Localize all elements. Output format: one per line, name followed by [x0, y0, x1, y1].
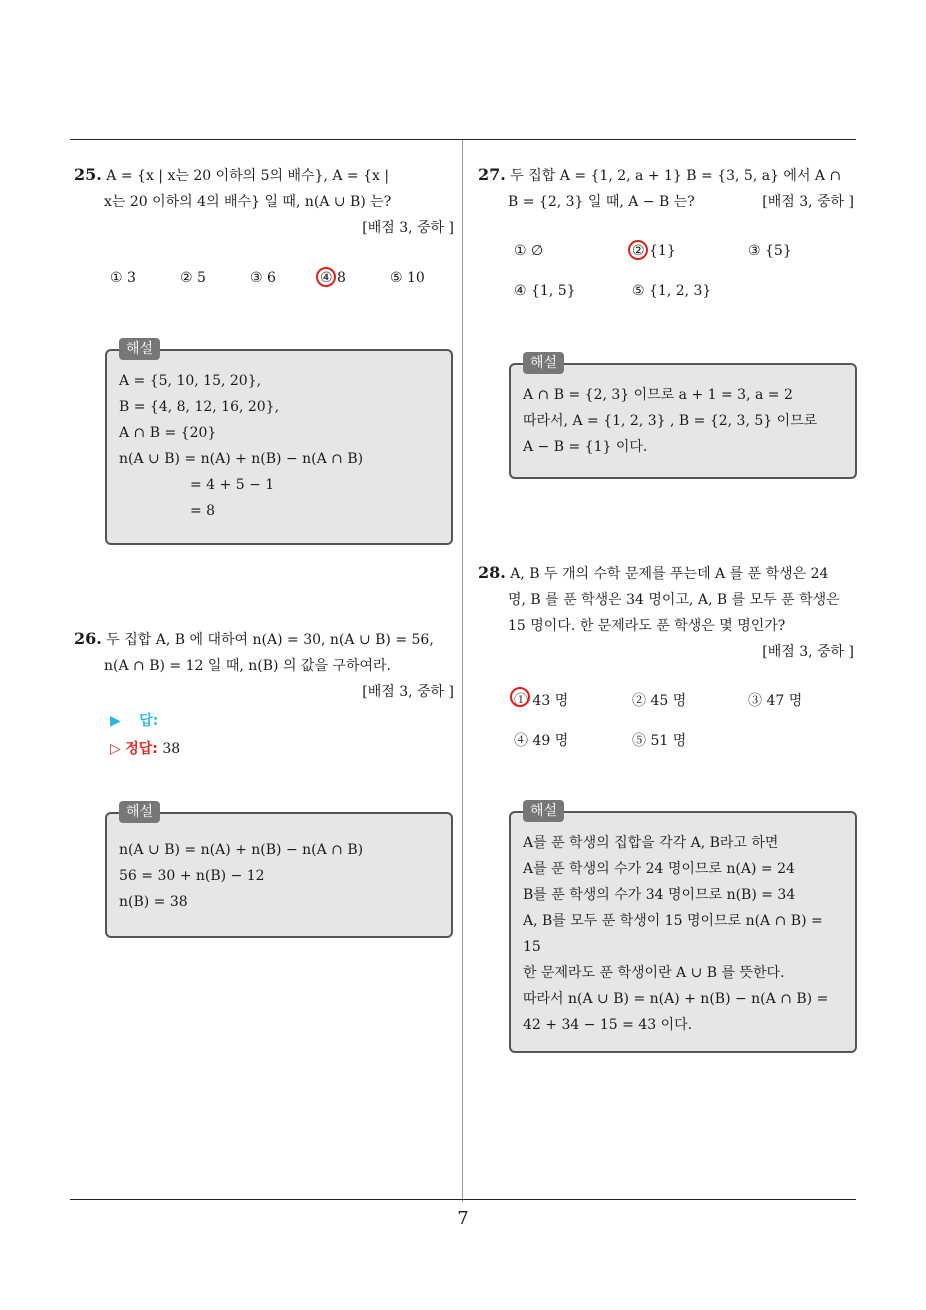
choice-4[interactable]: ④ 8	[320, 270, 346, 286]
solution-line: = 8	[190, 503, 216, 519]
bottom-rule	[70, 1199, 856, 1200]
solution-line: B = {4, 8, 12, 16, 20},	[119, 399, 280, 415]
choice-4[interactable]: ④ 49 명	[514, 733, 569, 749]
correct-circle-icon	[316, 267, 336, 287]
choice-5[interactable]: ⑤ {1, 2, 3}	[632, 283, 712, 299]
question-25	[74, 162, 454, 241]
solution-line: n(B) = 38	[119, 894, 188, 910]
solution-line: A, B를 모두 푼 학생이 15 명이므로 n(A ∩ B) =	[523, 913, 823, 929]
choice-3[interactable]: ③ {5}	[748, 243, 792, 259]
choice-1[interactable]: ① 3	[110, 270, 136, 286]
correct-circle-icon	[510, 687, 530, 707]
choice-5[interactable]: ⑤ 10	[390, 270, 425, 286]
solution-line: 15	[523, 939, 541, 955]
solution-box-25	[105, 341, 453, 545]
solution-tag: 해설	[523, 352, 564, 374]
choice-3[interactable]: ③ 47 명	[748, 693, 803, 709]
solution-line: 따라서 n(A ∪ B) = n(A) + n(B) − n(A ∩ B) =	[523, 991, 829, 1007]
play-arrow-icon: ▶	[110, 713, 121, 729]
question-number: 26.	[74, 629, 102, 648]
solution-line: B를 푼 학생의 수가 34 명이므로 n(B) = 34	[523, 887, 796, 903]
question-27	[478, 162, 858, 215]
solution-tag: 해설	[523, 800, 564, 822]
solution-tag: 해설	[119, 338, 160, 360]
question-28	[478, 560, 858, 665]
solution-line: n(A ∪ B) = n(A) + n(B) − n(A ∩ B)	[119, 842, 364, 858]
question-text-line1: 두 집합 A, B 에 대하여 n(A) = 30, n(A ∪ B) = 56,	[106, 632, 434, 648]
solution-line: 따라서, A = {1, 2, 3} , B = {2, 3, 5} 이므로	[523, 413, 818, 429]
choice-2[interactable]: ② {1}	[632, 243, 676, 259]
page-number: 7	[457, 1208, 469, 1229]
score-label: [배점 3, 중하 ]	[362, 684, 454, 700]
choice-2[interactable]: ② 5	[180, 270, 206, 286]
choice-4[interactable]: ④ {1, 5}	[514, 283, 576, 299]
solution-tag: 해설	[119, 801, 160, 823]
correct-circle-icon	[628, 240, 648, 260]
solution-line: 56 = 30 + n(B) − 12	[119, 868, 265, 884]
top-rule	[70, 139, 856, 140]
question-text-line2: B = {2, 3} 일 때, A − B 는? [배점 3, 중하 ]	[478, 189, 858, 215]
solution-line: A ∩ B = {20}	[119, 425, 217, 441]
choice-2[interactable]: ② 45 명	[632, 693, 687, 709]
question-text-line2: n(A ∩ B) = 12 일 때, n(B) 의 값을 구하여라.	[104, 658, 391, 674]
outline-arrow-icon: ▷	[110, 741, 121, 757]
question-text-line1: A = {x | x는 20 이하의 5의 배수}, A = {x |	[106, 168, 390, 184]
question-text-line1: A, B 두 개의 수학 문제를 푸는데 A 를 푼 학생은 24	[510, 566, 829, 582]
score-label: [배점 3, 중하 ]	[762, 644, 854, 660]
column-divider	[462, 140, 463, 1202]
correct-answer-value: 38	[162, 741, 181, 757]
correct-answer-row	[110, 738, 180, 758]
score-label: [배점 3, 중하 ]	[762, 194, 854, 210]
solution-line: = 4 + 5 − 1	[190, 477, 275, 493]
solution-line: A − B = {1} 이다.	[523, 439, 648, 455]
solution-line: 42 + 34 − 15 = 43 이다.	[523, 1017, 693, 1033]
solution-line: A ∩ B = {2, 3} 이므로 a + 1 = 3, a = 2	[523, 387, 793, 403]
answer-row	[110, 710, 158, 730]
solution-box-28	[509, 803, 857, 1053]
choice-3[interactable]: ③ 6	[250, 270, 276, 286]
solution-line: A = {5, 10, 15, 20},	[119, 373, 262, 389]
question-text-line2: x는 20 이하의 4의 배수} 일 때, n(A ∪ B) 는?	[104, 194, 392, 210]
question-text-line1: 두 집합 A = {1, 2, a + 1} B = {3, 5, a} 에서 A ∩	[510, 168, 842, 184]
question-text-line2: 명, B 를 푼 학생은 34 명이고, A, B 를 모두 푼 학생은	[508, 592, 840, 608]
answer-label: 답:	[139, 713, 159, 729]
solution-line: A를 푼 학생의 집합을 각각 A, B라고 하면	[523, 835, 779, 851]
choice-1[interactable]: ① ∅	[514, 243, 544, 259]
question-26	[74, 626, 454, 705]
choice-5[interactable]: ⑤ 51 명	[632, 733, 687, 749]
question-number: 27.	[478, 165, 506, 184]
question-number: 28.	[478, 563, 506, 582]
correct-answer-label: 정답:	[125, 741, 158, 757]
solution-box-27	[509, 355, 857, 479]
choice-1[interactable]: ① 43 명	[514, 690, 568, 710]
solution-box-26	[105, 804, 453, 938]
solution-line: n(A ∪ B) = n(A) + n(B) − n(A ∩ B)	[119, 451, 364, 467]
question-number: 25.	[74, 165, 102, 184]
solution-line: A를 푼 학생의 수가 24 명이므로 n(A) = 24	[523, 861, 795, 877]
question-text-line3: 15 명이다. 한 문제라도 푼 학생은 몇 명인가?	[508, 618, 786, 634]
solution-line: 한 문제라도 푼 학생이란 A ∪ B 를 뜻한다.	[523, 965, 785, 981]
score-label: [배점 3, 중하 ]	[362, 220, 454, 236]
